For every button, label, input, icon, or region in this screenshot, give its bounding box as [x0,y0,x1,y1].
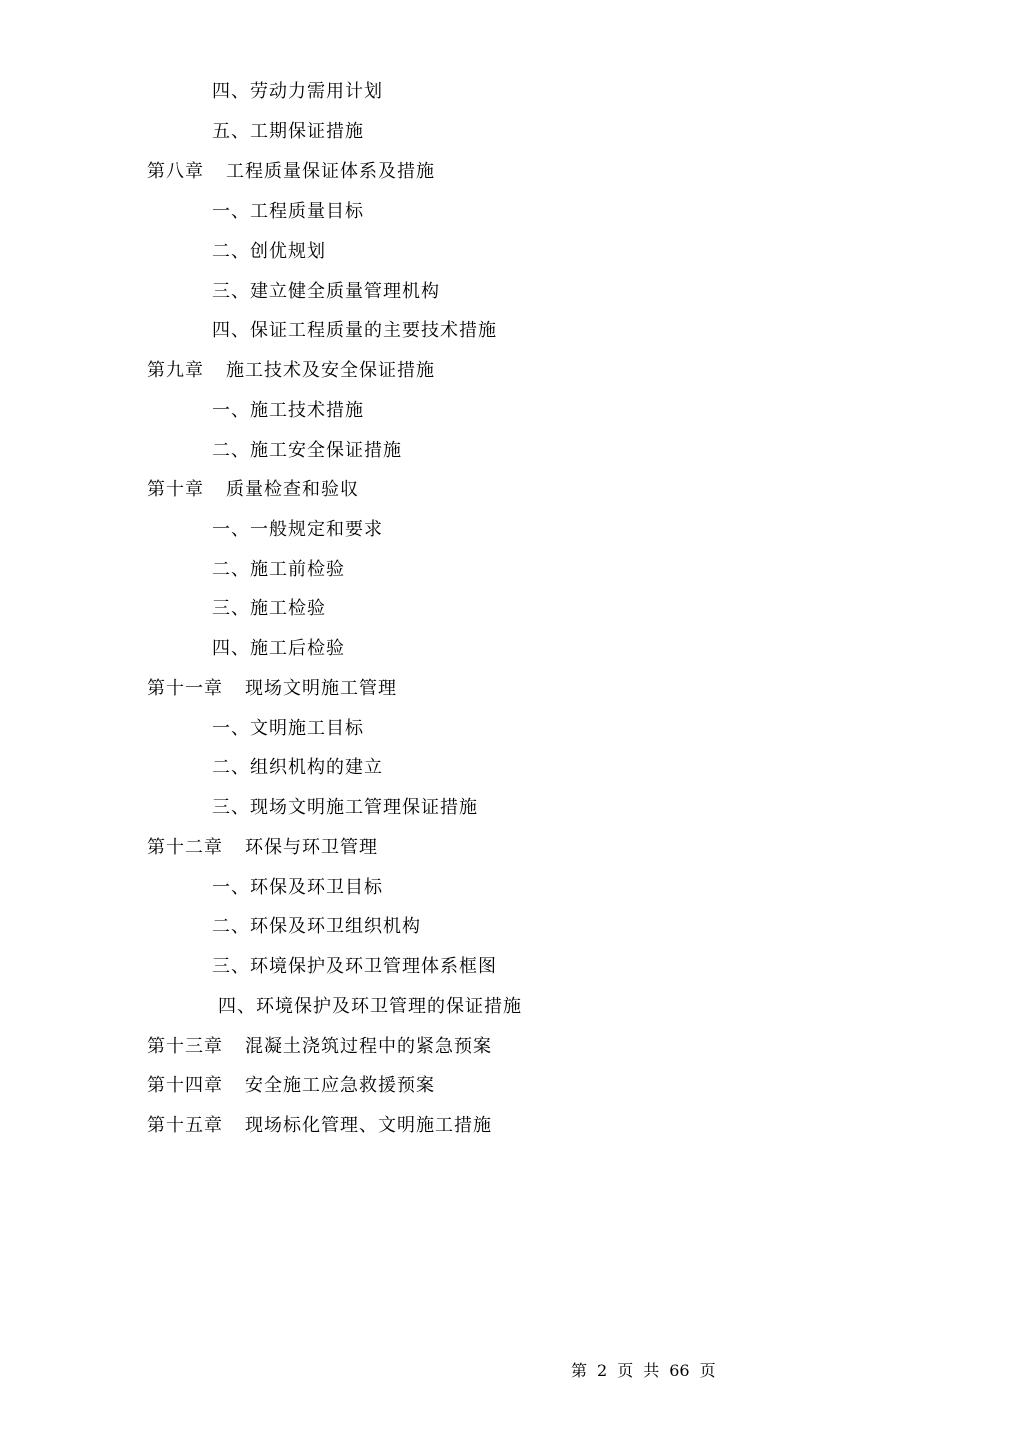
chapter-number: 第十一章 [147,678,223,699]
toc-section-item [212,439,402,463]
toc-chapter-item [147,1035,492,1059]
toc-section-item [212,319,497,343]
chapter-number: 第十三章 [147,1036,223,1057]
toc-chapter-item [147,677,397,701]
toc-section-item [212,240,326,264]
chapter-number: 第八章 [147,161,204,182]
chapter-title: 现场文明施工管理 [245,678,397,699]
toc-section-text: 一、环保及环卫目标 [212,877,383,898]
toc-section-text: 三、现场文明施工管理保证措施 [212,797,478,818]
chapter-number: 第十五章 [147,1115,223,1136]
toc-section-text: 一、施工技术措施 [212,400,364,421]
toc-section-item [212,120,364,144]
chapter-title: 施工技术及安全保证措施 [226,360,435,381]
footer-page-unit: 页 [617,1361,634,1380]
toc-section-text: 二、施工前检验 [212,559,345,580]
toc-chapter-item [147,478,359,502]
toc-section-text: 二、环保及环卫组织机构 [212,916,421,937]
toc-section-item [212,876,383,900]
toc-section-text: 四、施工后检验 [212,638,345,659]
footer-total-pages: 66 [669,1361,690,1380]
chapter-number: 第十四章 [147,1075,223,1096]
chapter-title: 安全施工应急救援预案 [245,1075,435,1096]
footer-page-number: 2 [597,1361,608,1380]
toc-section-item [212,399,364,423]
toc-section-item [212,80,383,104]
toc-section-item [212,280,440,304]
toc-section-text: 二、创优规划 [212,241,326,262]
toc-section-item [212,597,326,621]
toc-section-item [212,200,364,224]
toc-section-item [212,756,383,780]
toc-section-text: 二、施工安全保证措施 [212,440,402,461]
toc-section-text: 三、建立健全质量管理机构 [212,281,440,302]
toc-section-text: 四、环境保护及环卫管理的保证措施 [218,996,522,1017]
toc-section-text: 四、劳动力需用计划 [212,81,383,102]
toc-section-item [212,955,497,979]
toc-section-item [212,558,345,582]
toc-section-item [212,717,364,741]
toc-section-text: 一、工程质量目标 [212,201,364,222]
chapter-number: 第九章 [147,360,204,381]
chapter-title: 质量检查和验収 [226,479,359,500]
chapter-title: 环保与环卫管理 [245,837,378,858]
toc-section-text: 一、一般规定和要求 [212,519,383,540]
toc-section-item [218,995,522,1019]
toc-section-item [212,796,478,820]
chapter-title: 现场标化管理、文明施工措施 [245,1115,492,1136]
toc-section-text: 一、文明施工目标 [212,718,364,739]
footer-total-unit: 页 [699,1361,716,1380]
toc-section-text: 三、施工检验 [212,598,326,619]
footer-total-prefix: 共 [643,1361,660,1380]
toc-chapter-item [147,836,378,860]
footer-prefix: 第 [571,1361,588,1380]
toc-chapter-item [147,1074,435,1098]
chapter-title: 混凝土浇筑过程中的紧急预案 [245,1036,492,1057]
toc-section-item [212,637,345,661]
toc-section-text: 四、保证工程质量的主要技术措施 [212,320,497,341]
toc-section-item [212,518,383,542]
toc-chapter-item [147,160,435,184]
toc-chapter-item [147,1114,492,1138]
page-footer [571,1360,726,1382]
toc-section-text: 三、环境保护及环卫管理体系框图 [212,956,497,977]
toc-chapter-item [147,359,435,383]
chapter-number: 第十章 [147,479,204,500]
toc-section-text: 五、工期保证措施 [212,121,364,142]
toc-section-text: 二、组织机构的建立 [212,757,383,778]
chapter-number: 第十二章 [147,837,223,858]
toc-section-item [212,915,421,939]
chapter-title: 工程质量保证体系及措施 [226,161,435,182]
